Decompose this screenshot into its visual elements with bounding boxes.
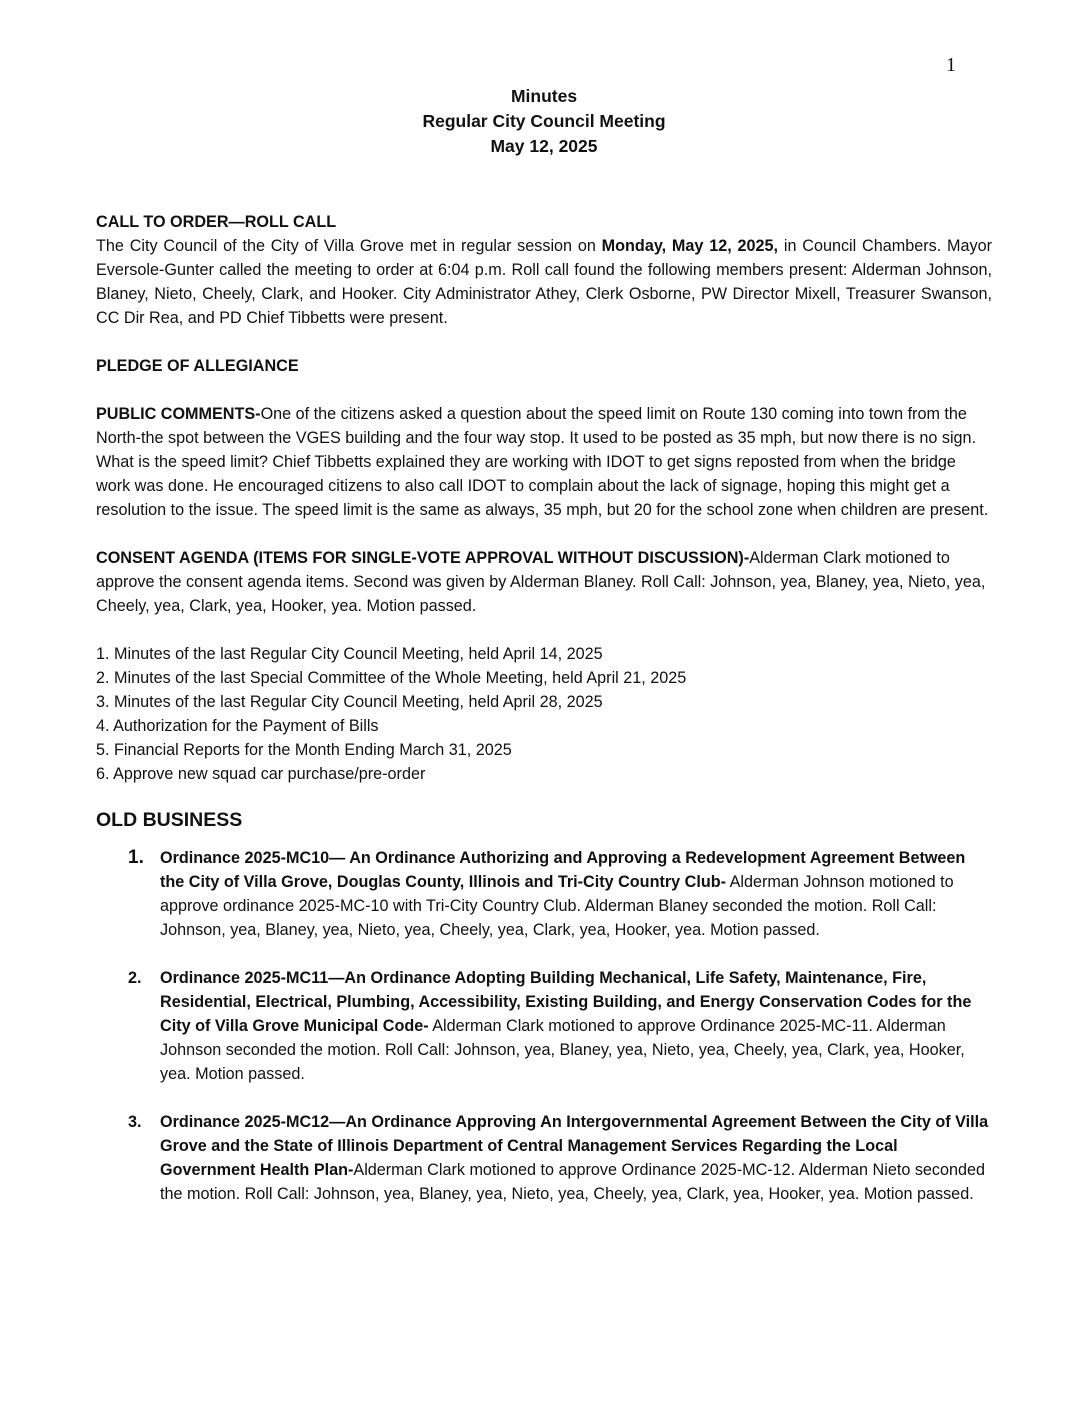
call-to-order-text-end: in Council Chambers. Mayor Eversole-Gunter called the meeting to order at 6:04 p.m. Roll call found the following members present: Alderman Johnson, Blaney, Nieto, Cheely, Clark, and Hooker. City Administrator Athey, Clerk Osborne, PW Director Mixell, Treasurer Swanson, CC Dir Rea, and PD Chief Tibbetts were present. [96,237,992,327]
list-item: 5. Financial Reports for the Month Ending March 31, 2025 [96,741,512,759]
list-item: 2. Minutes of the last Special Committee of the Whole Meeting, held April 21, 2025 [96,669,687,687]
list-item: 4. Authorization for the Payment of Bills [96,717,379,735]
title-minutes: Minutes [510,86,578,106]
old-business-heading: OLD BUSINESS [96,809,243,831]
consent-agenda-heading: CONSENT AGENDA (ITEMS FOR SINGLE-VOTE APPROVAL WITHOUT DISCUSSION)- [96,549,750,567]
document-title [0,84,1088,159]
list-item: 3. Minutes of the last Regular City Council Meeting, held April 28, 2025 [96,693,603,711]
consent-agenda-section [96,546,992,618]
title-meeting-date: May 12, 2025 [490,136,598,156]
ordinance-title: Ordinance 2025-MC12—An Ordinance Approving An Intergovernmental Agreement Between the City of Villa Grove and the State of Illinois Department of Central Management Services Regarding the Local Government Health Plan- [160,1113,989,1179]
old-business-item [96,966,992,1086]
public-comments-text: One of the citizens asked a question about the speed limit on Route 130 coming into town from the North-the spot between the VGES building and the four way stop. It used to be posted as 35 mph, but now there is no sign. What is the speed limit? Chief Tibbetts explained they are working with IDOT to get signs reposted from when the bridge work was done. He encouraged citizens to also call IDOT to complain about the lack of signage, hoping this might get a resolution to the issue. The speed limit is the same as always, 35 mph, but 20 for the school zone when children are present. [96,405,989,519]
public-comments-heading: PUBLIC COMMENTS- [96,405,261,423]
call-to-order-section [96,210,992,330]
consent-agenda-text: Alderman Clark motioned to approve the consent agenda items. Second was given by Alderman Blaney. Roll Call: Johnson, yea, Blaney, yea, Nieto, yea, Cheely, yea, Clark, yea, Hooker, yea. Motion passed. [96,549,986,615]
meeting-date-bold: Monday, May 12, 2025, [601,237,779,255]
title-meeting-type: Regular City Council Meeting [422,111,666,131]
consent-agenda-list [96,642,992,786]
call-to-order-text-start: The City Council of the City of Villa Grove met in regular session on [96,237,602,255]
list-item: 6. Approve new squad car purchase/pre-order [96,765,426,783]
call-to-order-text [96,234,992,330]
ordinance-text: Alderman Clark motioned to approve Ordinance 2025-MC-11. Alderman Johnson seconded the motion. Roll Call: Johnson, yea, Blaney, yea, Nieto, yea, Cheely, yea, Clark, yea, Hooker, yea. Motion passed. [160,1017,965,1083]
public-comments-section [96,402,992,522]
item-number: 1. [128,847,144,868]
item-number: 3. [128,1113,142,1131]
old-business-item [96,846,992,942]
pledge-heading: PLEDGE OF ALLEGIANCE [96,357,299,375]
minutes-body [96,210,992,1230]
ordinance-title: Ordinance 2025-MC10— An Ordinance Authorizing and Approving a Redevelopment Agreement Between the City of Villa Grove, Douglas County, Illinois and Tri-City Country Club- [160,849,966,891]
call-to-order-heading: CALL TO ORDER—ROLL CALL [96,213,337,231]
item-number: 2. [128,969,142,987]
page-number: 1 [946,54,956,76]
old-business-list [96,846,992,1206]
ordinance-text: Alderman Clark motioned to approve Ordinance 2025-MC-12. Alderman Nieto seconded the motion. Roll Call: Johnson, yea, Blaney, yea, Nieto, yea, Cheely, yea, Clark, yea, Hooker, yea. Motion passed. [160,1161,986,1203]
list-item: 1. Minutes of the last Regular City Council Meeting, held April 14, 2025 [96,645,603,663]
ordinance-title: Ordinance 2025-MC11—An Ordinance Adopting Building Mechanical, Life Safety, Maintenance, Fire, Residential, Electrical, Plumbing, Accessibility, Existing Building, and Energy Conservation Codes for the City of Villa Grove Municipal Code- [160,969,972,1035]
ordinance-text: Alderman Johnson motioned to approve ordinance 2025-MC-10 with Tri-City Country Club. Alderman Blaney seconded the motion. Roll Call: Johnson, yea, Blaney, yea, Nieto, yea, Cheely, yea, Clark, yea, Hooker, yea. Motion passed. [160,873,954,939]
old-business-item [96,1110,992,1206]
